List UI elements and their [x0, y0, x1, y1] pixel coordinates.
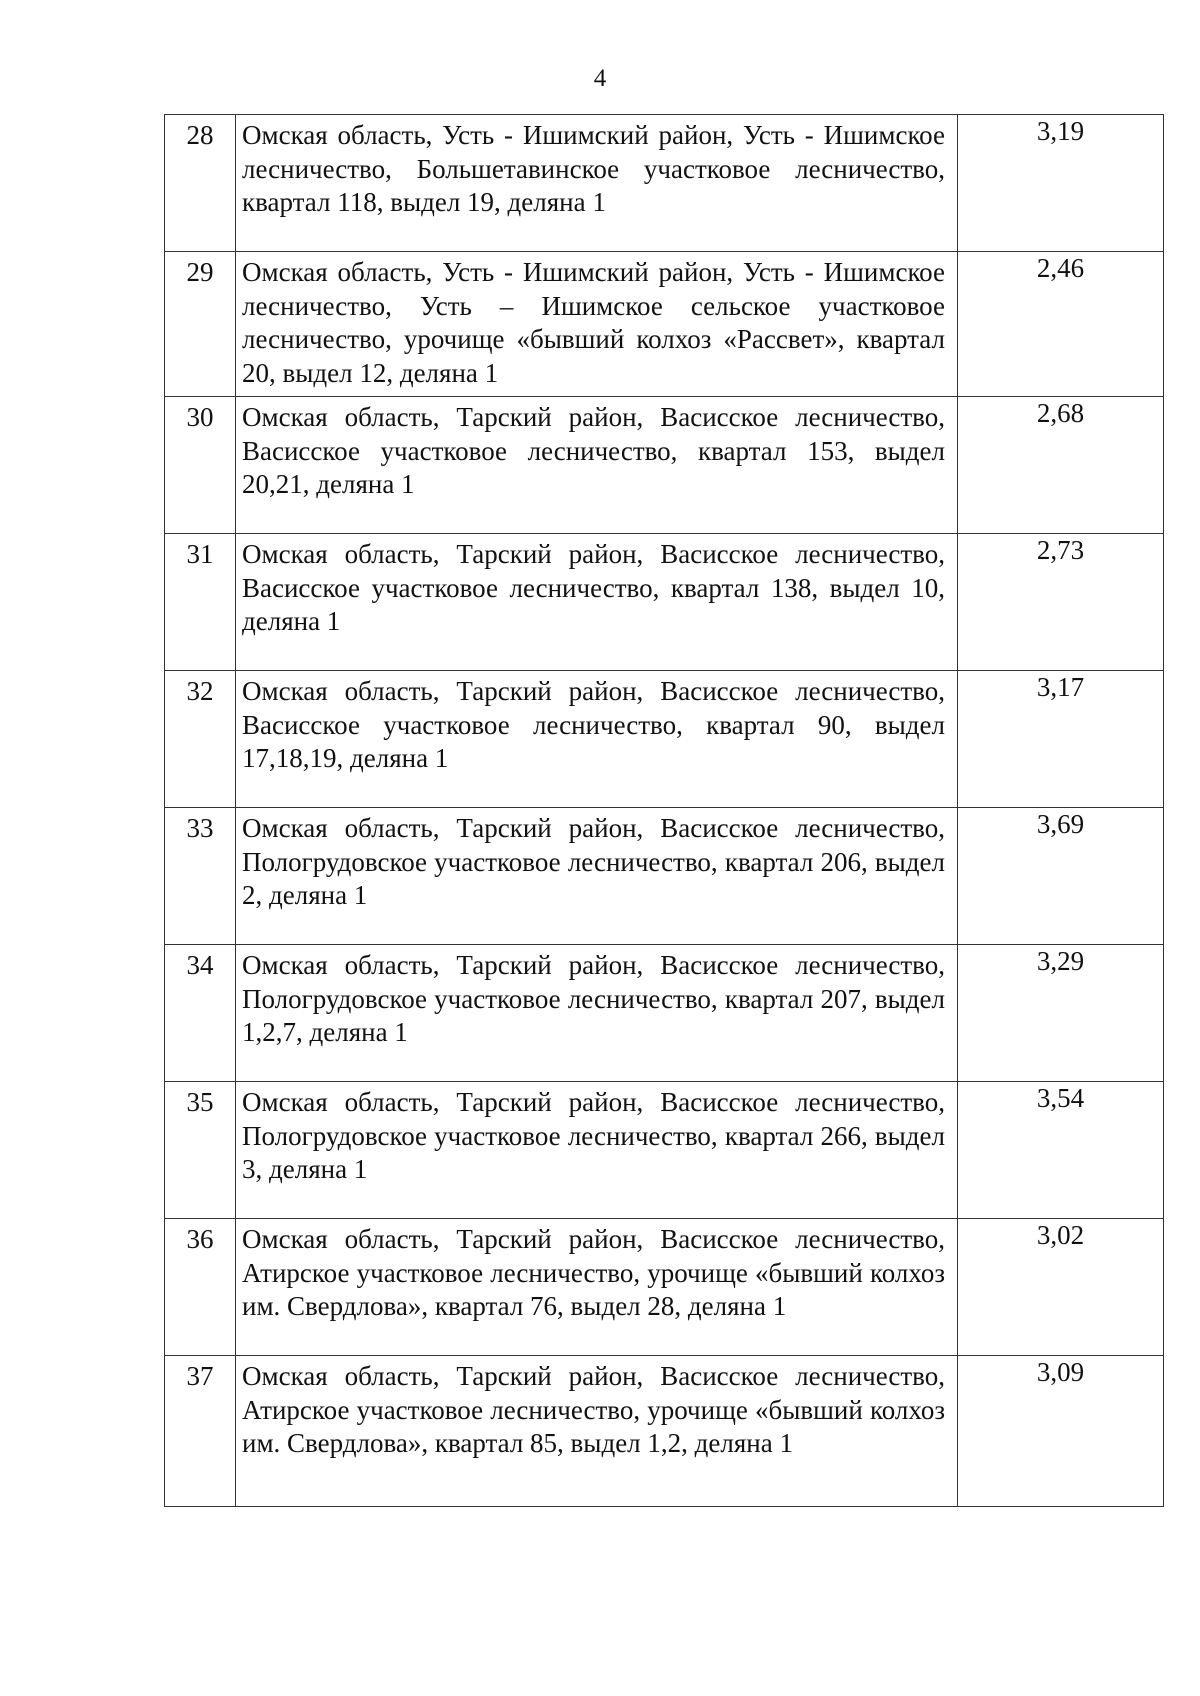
forest-plots-table	[164, 114, 1164, 1507]
location-cell: Омская область, Усть - Ишимский район, Усть - Ишимское лесничество, Усть – Ишимское сельское участковое лесничество, урочище «бывший колхоз «Рассвет», квартал 20, выдел 12, деляна 1	[236, 252, 958, 397]
area-cell: 3,19	[958, 115, 1164, 252]
table-row	[165, 252, 1164, 397]
table-row	[165, 671, 1164, 808]
page-number: 4	[593, 65, 607, 92]
location-cell: Омская область, Усть - Ишимский район, Усть - Ишимское лесничество, Большетавинское участковое лесничество, квартал 118, выдел 19, деляна 1	[236, 115, 958, 252]
row-number: 36	[165, 1219, 236, 1356]
area-cell: 3,17	[958, 671, 1164, 808]
area-cell: 3,29	[958, 945, 1164, 1082]
area-cell: 3,69	[958, 808, 1164, 945]
row-number: 30	[165, 397, 236, 534]
area-cell: 2,68	[958, 397, 1164, 534]
row-number: 28	[165, 115, 236, 252]
location-cell: Омская область, Тарский район, Васисское лесничество, Васисское участковое лесничество, квартал 153, выдел 20,21, деляна 1	[236, 397, 958, 534]
table-row	[165, 115, 1164, 252]
location-cell: Омская область, Тарский район, Васисское лесничество, Пологрудовское участковое лесничество, квартал 206, выдел 2, деляна 1	[236, 808, 958, 945]
area-cell: 3,54	[958, 1082, 1164, 1219]
location-cell: Омская область, Тарский район, Васисское лесничество, Пологрудовское участковое лесничество, квартал 266, выдел 3, деляна 1	[236, 1082, 958, 1219]
row-number: 33	[165, 808, 236, 945]
row-number: 34	[165, 945, 236, 1082]
location-cell: Омская область, Тарский район, Васисское лесничество, Пологрудовское участковое лесничество, квартал 207, выдел 1,2,7, деляна 1	[236, 945, 958, 1082]
row-number: 37	[165, 1356, 236, 1507]
area-cell: 3,02	[958, 1219, 1164, 1356]
row-number: 29	[165, 252, 236, 397]
table-row	[165, 1356, 1164, 1507]
area-cell: 3,09	[958, 1356, 1164, 1507]
row-number: 31	[165, 534, 236, 671]
location-cell: Омская область, Тарский район, Васисское лесничество, Васисское участковое лесничество, квартал 138, выдел 10, деляна 1	[236, 534, 958, 671]
row-number: 35	[165, 1082, 236, 1219]
table-row	[165, 808, 1164, 945]
location-cell: Омская область, Тарский район, Васисское лесничество, Атирское участковое лесничество, урочище «бывший колхоз им. Свердлова», квартал 76, выдел 28, деляна 1	[236, 1219, 958, 1356]
row-number: 32	[165, 671, 236, 808]
area-cell: 2,73	[958, 534, 1164, 671]
table-row	[165, 397, 1164, 534]
table-row	[165, 945, 1164, 1082]
table-row	[165, 534, 1164, 671]
table-row	[165, 1219, 1164, 1356]
location-cell: Омская область, Тарский район, Васисское лесничество, Васисское участковое лесничество, квартал 90, выдел 17,18,19, деляна 1	[236, 671, 958, 808]
area-cell: 2,46	[958, 252, 1164, 397]
table-row	[165, 1082, 1164, 1219]
table-body	[165, 115, 1164, 1507]
location-cell: Омская область, Тарский район, Васисское лесничество, Атирское участковое лесничество, урочище «бывший колхоз им. Свердлова», квартал 85, выдел 1,2, деляна 1	[236, 1356, 958, 1507]
